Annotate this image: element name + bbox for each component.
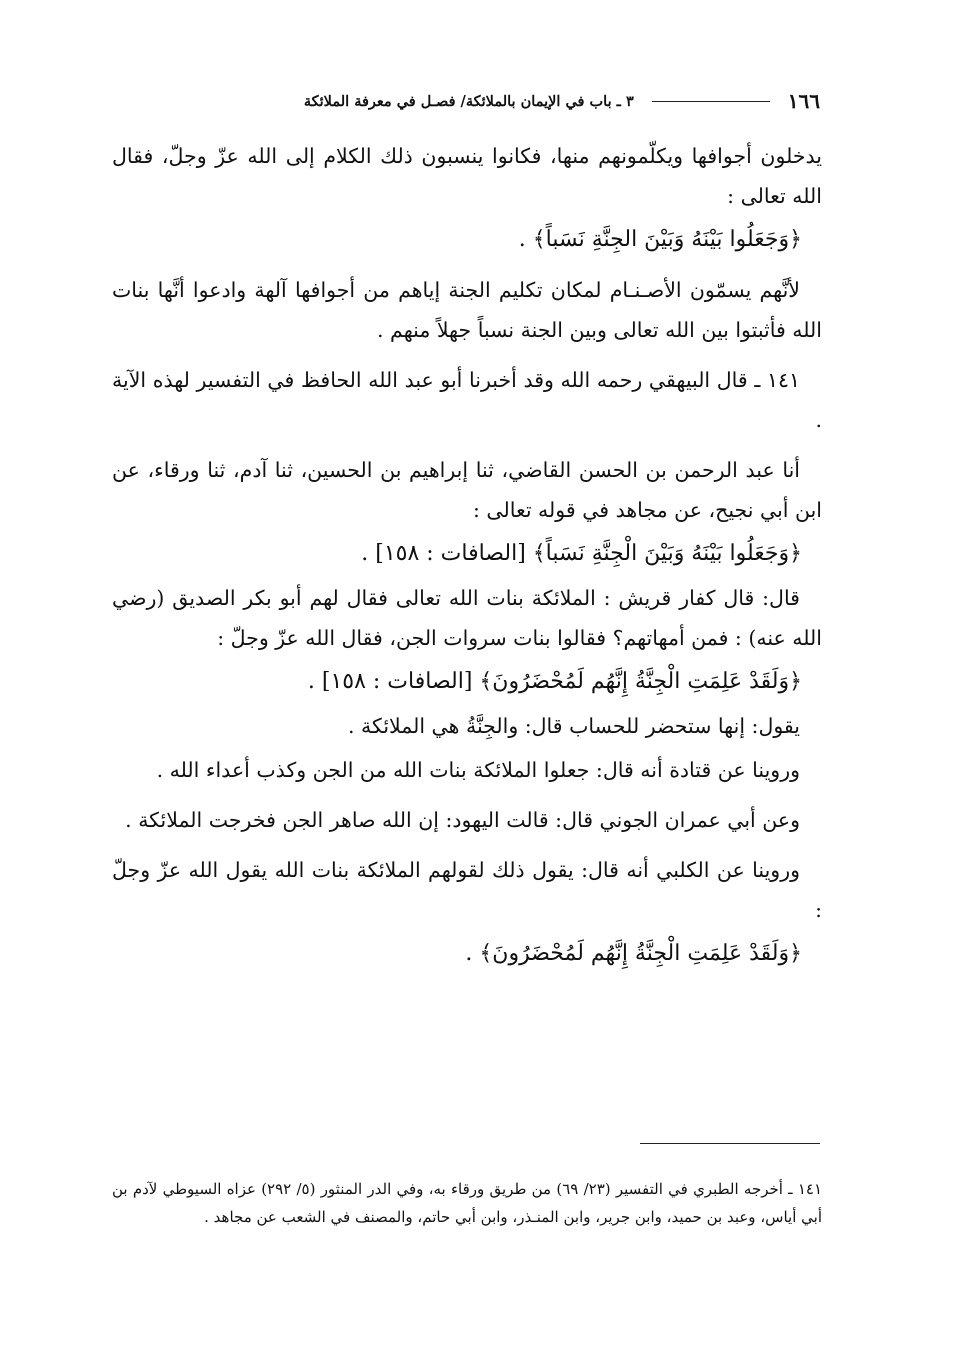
- quran-verse: ﴿وَجَعَلُوا بَيْنَهُ وَبَيْنَ الجِنَّةِ نَسَباً﴾ .: [518, 227, 802, 252]
- quran-verse: ﴿وَلَقَدْ عَلِمَتِ الْجِنَّةُ إِنَّهُم لَمُحْضَرُونَ﴾ .: [465, 941, 802, 966]
- paragraph: يقول: إنها ستحضر للحساب قال: والجِنَّةُ هي الملائكة .: [347, 714, 800, 738]
- page-header: [112, 88, 820, 114]
- paragraph: قال: قال كفار قريش : الملائكة بنات الله تعالى فقال لهم أبو بكر الصديق (رضي الله عنه) : فمن أمهاتهم؟ فقالوا بنات سروات الجن، فقال الله عزّ وجلّ :: [112, 586, 822, 650]
- header-rule: [652, 101, 770, 102]
- main-text: [112, 136, 822, 978]
- page-number: ١٦٦: [787, 89, 820, 113]
- paragraph: وعن أبي عمران الجوني قال: قالت اليهود: إن الله صاهر الجن فخرجت الملائكة .: [125, 808, 800, 832]
- paragraph: يدخلون أجوافها ويكلّمونهم منها، فكانوا ينسبون ذلك الكلام إلى الله عزّ وجلّ، فقال الله تعالى :: [112, 144, 822, 208]
- paragraph: أنا عبد الرحمن بن الحسن القاضي، ثنا إبراهيم بن الحسين، ثنا آدم، ثنا ورقاء، عن ابن أبي نجيح، عن مجاهد في قوله تعالى :: [112, 458, 822, 522]
- footnote-rule: [640, 1143, 820, 1144]
- paragraph: وروينا عن قتادة أنه قال: جعلوا الملائكة بنات الله من الجن وكذب أعداء الله .: [156, 758, 800, 782]
- quran-verse: ﴿وَجَعَلُوا بَيْنَهُ وَبَيْنَ الْجِنَّةِ نَسَباً﴾ [الصافات : ١٥٨] .: [361, 541, 802, 566]
- paragraph: لأنَّهم يسمّون الأصـنـام لمكان تكليم الجنة إياهم من أجوافها آلهة وادعوا أنَّها بنات الله فأثبتوا بين الله تعالى وبين الجنة نسباً جهلاً منهم .: [112, 278, 822, 342]
- running-title: ٣ ـ باب في الإيمان بالملائكة/ فصـل في معرفة الملائكة: [303, 92, 634, 110]
- quran-verse: ﴿وَلَقَدْ عَلِمَتِ الْجِنَّةُ إِنَّهُم لَمُحْضَرُونَ﴾ [الصافات : ١٥٨] .: [307, 669, 802, 694]
- footnote: ١٤١ ـ أخرجه الطبري في التفسير (٢٣/ ٦٩) من طريق ورقاء به، وفي الدر المنثور (٥/ ٢٩٢) عزاه السيوطي لآدم بن أبي أياس، وعبد بن حميد، وابن جرير، وابن المنـذر، وابن أبي حاتم، والمصنف في الشعب عن مجاهد .: [112, 1180, 822, 1226]
- paragraph: وروينا عن الكلبي أنه قال: يقول ذلك لقولهم الملائكة بنات الله يقول الله عزّ وجلّ :: [112, 858, 822, 922]
- paragraph: ١٤١ ـ قال البيهقي رحمه الله وقد أخبرنا أبو عبد الله الحافظ في التفسير لهذه الآية .: [112, 368, 822, 432]
